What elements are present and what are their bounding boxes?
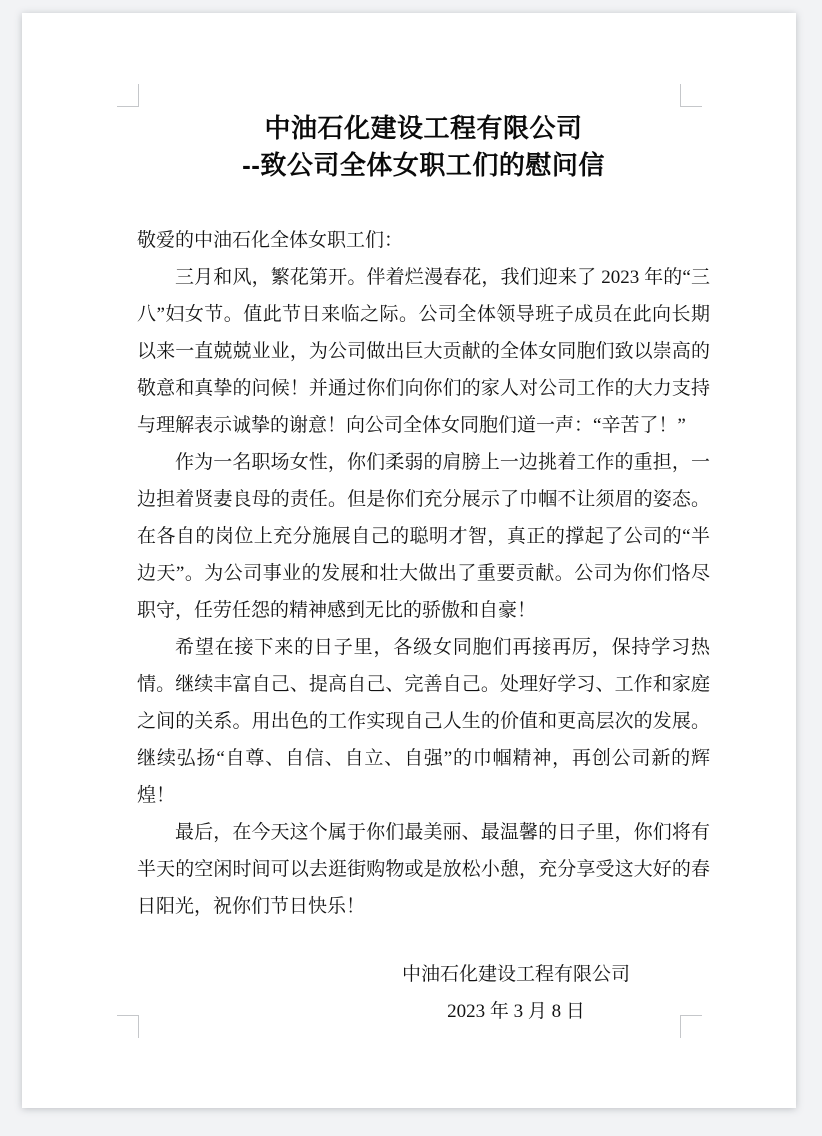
document-title	[137, 110, 710, 184]
document-page	[22, 13, 796, 1108]
signature-company: 中油石化建设工程有限公司	[401, 964, 630, 985]
paragraph: 希望在接下来的日子里，各级女同胞们再接再厉，保持学习热情。继续丰富自己、提高自己、完善自己。处理好学习、工作和家庭之间的关系。用出色的工作实现自己人生的价值和更高层次的发展。继续弘扬“自尊、自信、自立、自强”的巾帼精神，再创公司新的辉煌！	[137, 637, 710, 806]
crop-mark-bottom-left	[117, 1015, 139, 1038]
document-title-line2: --致公司全体女职工们的慰问信	[242, 150, 605, 180]
crop-mark-top-left	[117, 84, 139, 107]
paragraph: 最后，在今天这个属于你们最美丽、最温馨的日子里，你们将有半天的空闲时间可以去逛街购物或是放松小憩，充分享受这大好的春日阳光，祝你们节日快乐！	[137, 822, 710, 917]
paragraph: 作为一名职场女性，你们柔弱的肩膀上一边挑着工作的重担，一边担着贤妻良母的责任。但是你们充分展示了巾帼不让须眉的姿态。在各自的岗位上充分施展自己的聪明才智，真正的撑起了公司的“半边天”。为公司事业的发展和壮大做出了重要贡献。公司为你们恪尽职守，任劳任怨的精神感到无比的骄傲和自豪！	[137, 452, 710, 621]
letter-body	[137, 222, 710, 1030]
document-content	[137, 13, 710, 1030]
paragraph: 三月和风，繁花第开。伴着烂漫春花，我们迎来了 2023 年的“三八”妇女节。值此节日来临之际。公司全体领导班子成员在此向长期以来一直兢兢业业，为公司做出巨大贡献的全体女同胞们致以崇高的敬意和真挚的问候！并通过你们向你们的家人对公司工作的大力支持与理解表示诚挚的谢意！向公司全体女同胞们道一声：“辛苦了！”	[137, 267, 710, 436]
signature-date: 2023 年 3 月 8 日	[447, 1001, 585, 1022]
document-title-line1: 中油石化建设工程有限公司	[264, 113, 583, 143]
salutation: 敬爱的中油石化全体女职工们：	[137, 230, 404, 251]
signature-block	[402, 956, 630, 1030]
